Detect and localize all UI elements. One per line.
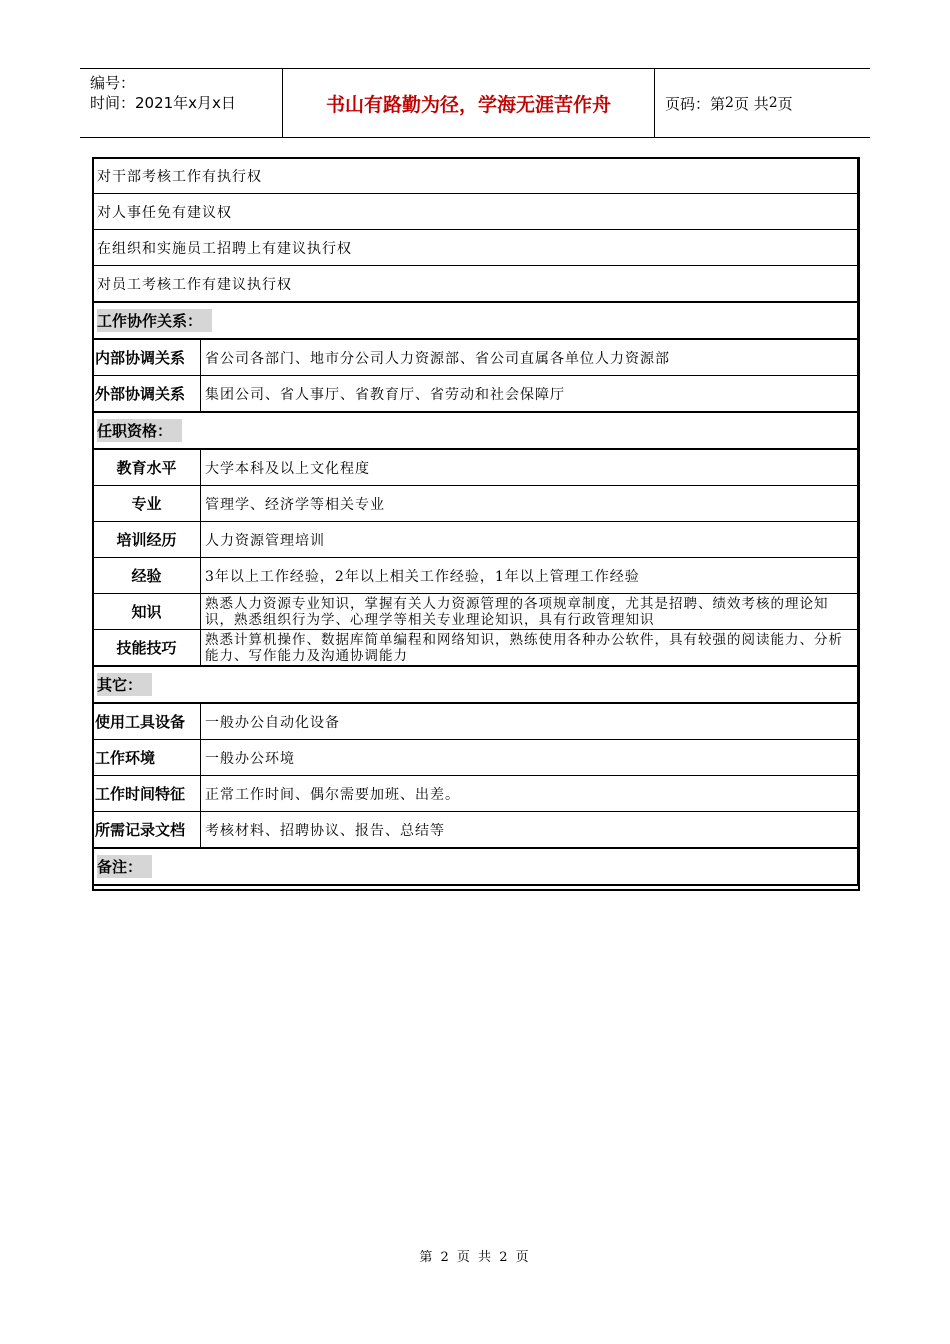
time-label: 时间：2021年x月x日 <box>90 94 236 112</box>
other-title: 其它： <box>97 673 152 696</box>
collaboration-title: 工作协作关系： <box>97 309 212 332</box>
row-value: 管理学、经济学等相关专业 <box>201 486 858 522</box>
page-suffix: 页 <box>777 94 793 113</box>
table-row <box>93 558 858 594</box>
authority-row <box>93 230 858 266</box>
authority-item: 在组织和实施员工招聘上有建议执行权 <box>93 230 858 266</box>
header-motto: 书山有路勤为径，学海无涯苦作舟 <box>325 93 611 116</box>
header-divider <box>654 69 655 137</box>
row-label: 专业 <box>93 486 201 522</box>
authority-item: 对员工考核工作有建议执行权 <box>93 266 858 303</box>
table-row <box>93 812 858 849</box>
authority-row <box>93 158 858 194</box>
page-total: 2 <box>768 95 778 111</box>
authority-item: 对干部考核工作有执行权 <box>93 158 858 194</box>
qualifications-title: 任职资格： <box>97 419 182 442</box>
section-header <box>93 666 858 703</box>
header-meta <box>90 73 236 113</box>
page-footer: 第 2 页 共 2 页 <box>419 1250 531 1265</box>
job-description-table <box>92 157 858 886</box>
table-row <box>93 776 858 812</box>
page-current: 2 <box>725 95 734 111</box>
row-label: 所需记录文档 <box>93 812 201 849</box>
row-value: 熟悉人力资源专业知识，掌握有关人力资源管理的各项规章制度，尤其是招聘、绩效考核的理论知识，熟悉组织行为学、心理学等相关专业理论知识，具有行政管理知识 <box>201 594 858 630</box>
page-header <box>80 68 870 138</box>
row-value: 考核材料、招聘协议、报告、总结等 <box>201 812 858 849</box>
row-label: 工作环境 <box>93 740 201 776</box>
page-number <box>665 69 793 137</box>
row-value: 熟悉计算机操作、数据库简单编程和网络知识，熟练使用各种办公软件，具有较强的阅读能力、分析能力、写作能力及沟通协调能力 <box>201 630 858 667</box>
section-header <box>93 848 858 885</box>
row-value: 一般办公环境 <box>201 740 858 776</box>
row-value: 3年以上工作经验，2年以上相关工作经验，1年以上管理工作经验 <box>201 558 858 594</box>
row-value: 省公司各部门、地市分公司人力资源部、省公司直属各单位人力资源部 <box>201 339 858 376</box>
table-row <box>93 486 858 522</box>
row-label: 知识 <box>93 594 201 630</box>
table-row <box>93 449 858 486</box>
authority-row <box>93 194 858 230</box>
table-row <box>93 522 858 558</box>
code-label: 编号： <box>90 74 136 92</box>
row-label: 外部协调关系 <box>93 376 201 413</box>
row-value: 人力资源管理培训 <box>201 522 858 558</box>
table-row <box>93 339 858 376</box>
row-label: 教育水平 <box>93 449 201 486</box>
section-header <box>93 412 858 449</box>
table-row <box>93 594 858 630</box>
row-value: 一般办公自动化设备 <box>201 703 858 740</box>
table-row <box>93 630 858 667</box>
authority-row <box>93 266 858 303</box>
page-prefix: 页码：第 <box>665 94 726 113</box>
row-label: 培训经历 <box>93 522 201 558</box>
row-label: 内部协调关系 <box>93 339 201 376</box>
section-header <box>93 302 858 339</box>
row-label: 工作时间特征 <box>93 776 201 812</box>
row-value: 正常工作时间、偶尔需要加班、出差。 <box>201 776 858 812</box>
row-label: 技能技巧 <box>93 630 201 667</box>
table-row <box>93 376 858 413</box>
remarks-title: 备注： <box>97 855 152 878</box>
table-row <box>93 740 858 776</box>
table-row <box>93 703 858 740</box>
page-mid: 页 共 <box>733 94 769 113</box>
row-value: 大学本科及以上文化程度 <box>201 449 858 486</box>
row-label: 使用工具设备 <box>93 703 201 740</box>
row-label: 经验 <box>93 558 201 594</box>
authority-item: 对人事任免有建议权 <box>93 194 858 230</box>
row-value: 集团公司、省人事厅、省教育厅、省劳动和社会保障厅 <box>201 376 858 413</box>
